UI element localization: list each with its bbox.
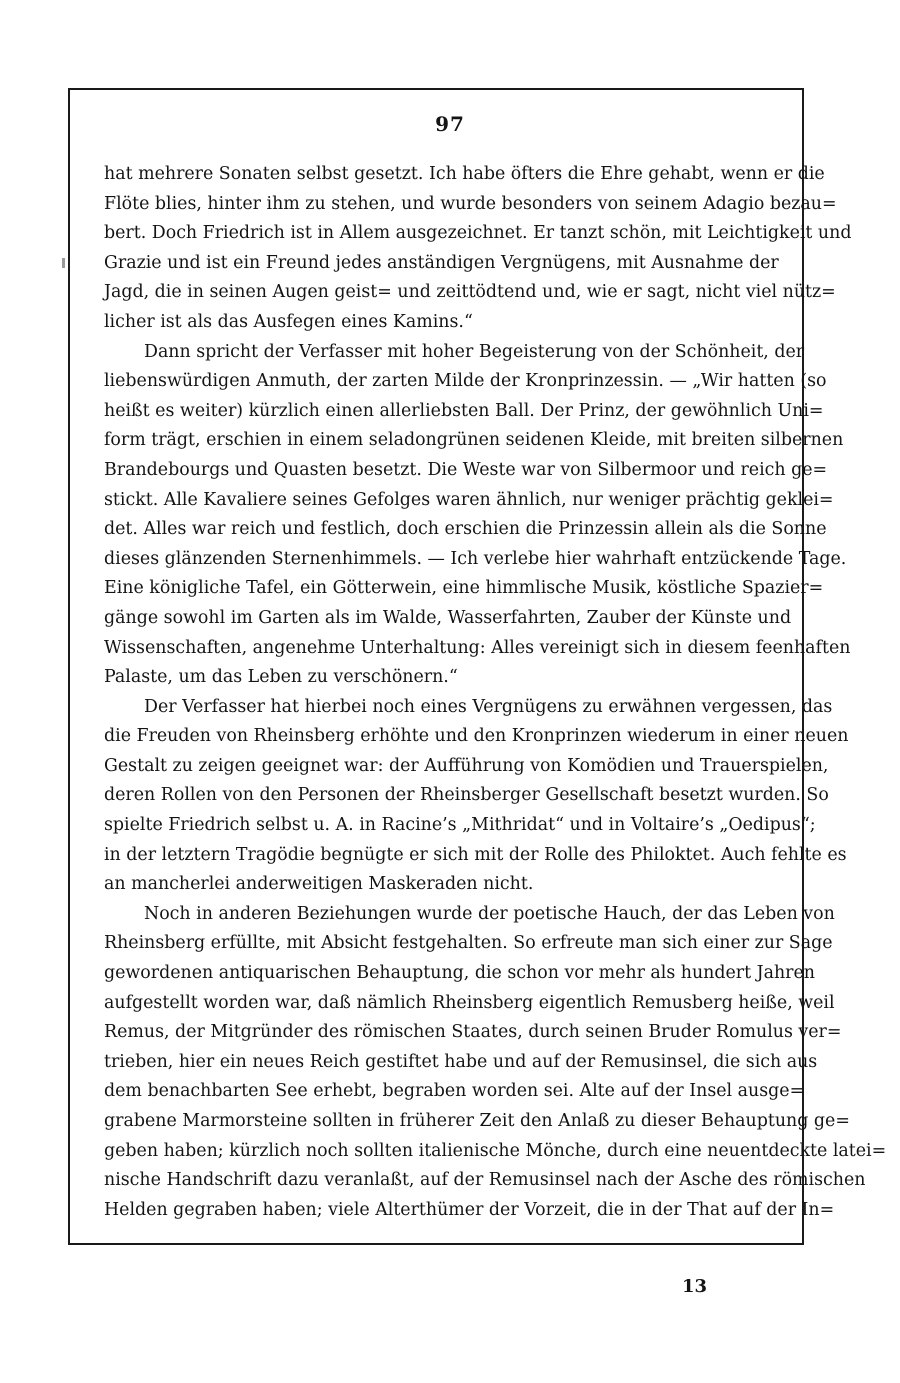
text-line: Der Verfasser hat hierbei noch eines Vergnügens zu erwähnen vergessen, das [144,696,833,717]
text-line: Jagd, die in seinen Augen geist= und zeittödtend und, wie er sagt, nicht viel nütz= [104,282,836,303]
text-line: Noch in anderen Beziehungen wurde der poetische Hauch, der das Leben von [144,903,835,924]
text-line: gänge sowohl im Garten als im Walde, Wasserfahrten, Zauber der Künste und [104,607,792,628]
text-line: heißt es weiter) kürzlich einen allerliebsten Ball. Der Prinz, der gewöhnlich Uni= [104,400,824,421]
text-line: bert. Doch Friedrich ist in Allem ausgezeichnet. Er tanzt schön, mit Leichtigkeit und [104,223,852,244]
text-line: gewordenen antiquarischen Behauptung, die schon vor mehr als hundert Jahren [104,963,815,984]
text-line: spielte Friedrich selbst u. A. in Racine’s „Mithridat“ und in Voltaire’s „Oedipus“; [104,815,816,836]
text-line: Palaste, um das Leben zu verschönern.“ [104,667,458,688]
margin-mark [62,258,65,268]
text-line: hat mehrere Sonaten selbst gesetzt. Ich habe öfters die Ehre gehabt, wenn er die [104,164,825,184]
text-line: licher ist als das Ausfegen eines Kamins.“ [104,311,473,332]
text-line: Helden gegraben haben; viele Alterthümer der Vorzeit, die in der That auf der In= [104,1199,835,1220]
text-line: Dann spricht der Verfasser mit hoher Begeisterung von der Schönheit, der [144,341,805,362]
text-line: die Freuden von Rheinsberg erhöhte und den Kronprinzen wiederum in einer neuen [104,726,849,747]
text-line: nische Handschrift dazu veranlaßt, auf der Remusinsel nach der Asche des römischen [104,1170,866,1191]
text-line: form trägt, erschien in einem seladongrünen seidenen Kleide, mit breiten silbernen [104,430,844,451]
text-line: Grazie und ist ein Freund jedes anständigen Vergnügens, mit Ausnahme der [104,252,779,273]
text-line: Gestalt zu zeigen geeignet war: der Aufführung von Komödien und Trauerspielen, [104,755,829,776]
text-line: an mancherlei anderweitigen Maskeraden nicht. [104,874,534,895]
text-line: Brandebourgs und Quasten besetzt. Die Weste war von Silbermoor und reich ge= [104,459,828,480]
text-line: Flöte blies, hinter ihm zu stehen, und wurde besonders von seinem Adagio bezau= [104,193,837,214]
text-line: dieses glänzenden Sternenhimmels. — Ich verlebe hier wahrhaft entzückende Tage. [104,548,847,569]
text-line: Wissenschaften, angenehme Unterhaltung: Alles vereinigt sich in diesem feenhaften [104,637,851,658]
text-line: det. Alles war reich und festlich, doch erschien die Prinzessin allein als die Sonne [104,519,827,540]
text-line: dem benachbarten See erhebt, begraben worden sei. Alte auf der Insel ausge= [104,1081,805,1102]
signature-mark: 13 [682,1276,708,1297]
text-line: liebenswürdigen Anmuth, der zarten Milde der Kronprinzessin. — „Wir hatten (so [104,371,827,392]
body-text [104,160,887,1225]
text-line: deren Rollen von den Personen der Rheinsberger Gesellschaft besetzt wurden. So [104,785,829,806]
text-line: Rheinsberg erfüllte, mit Absicht festgehalten. So erfreute man sich einer zur Sage [104,933,833,954]
text-line: in der letztern Tragödie begnügte er sich mit der Rolle des Philoktet. Auch fehlte es [104,844,847,865]
text-line: Remus, der Mitgründer des römischen Staates, durch seinen Bruder Romulus ver= [104,1022,842,1043]
text-line: aufgestellt worden war, daß nämlich Rheinsberg eigentlich Remusberg heiße, weil [104,992,835,1013]
text-line: geben haben; kürzlich noch sollten italienische Mönche, durch eine neuentdeckte latei= [104,1140,887,1161]
text-line: Eine königliche Tafel, ein Götterwein, eine himmlische Musik, köstliche Spazier= [104,578,824,599]
text-line: stickt. Alle Kavaliere seines Gefolges waren ähnlich, nur weniger prächtig geklei= [104,489,834,510]
text-line: grabene Marmorsteine sollten in früherer Zeit den Anlaß zu dieser Behauptung ge= [104,1111,850,1131]
text-line: trieben, hier ein neues Reich gestiftet habe und auf der Remusinsel, die sich aus [104,1051,818,1072]
page-number: 97 [435,112,465,136]
